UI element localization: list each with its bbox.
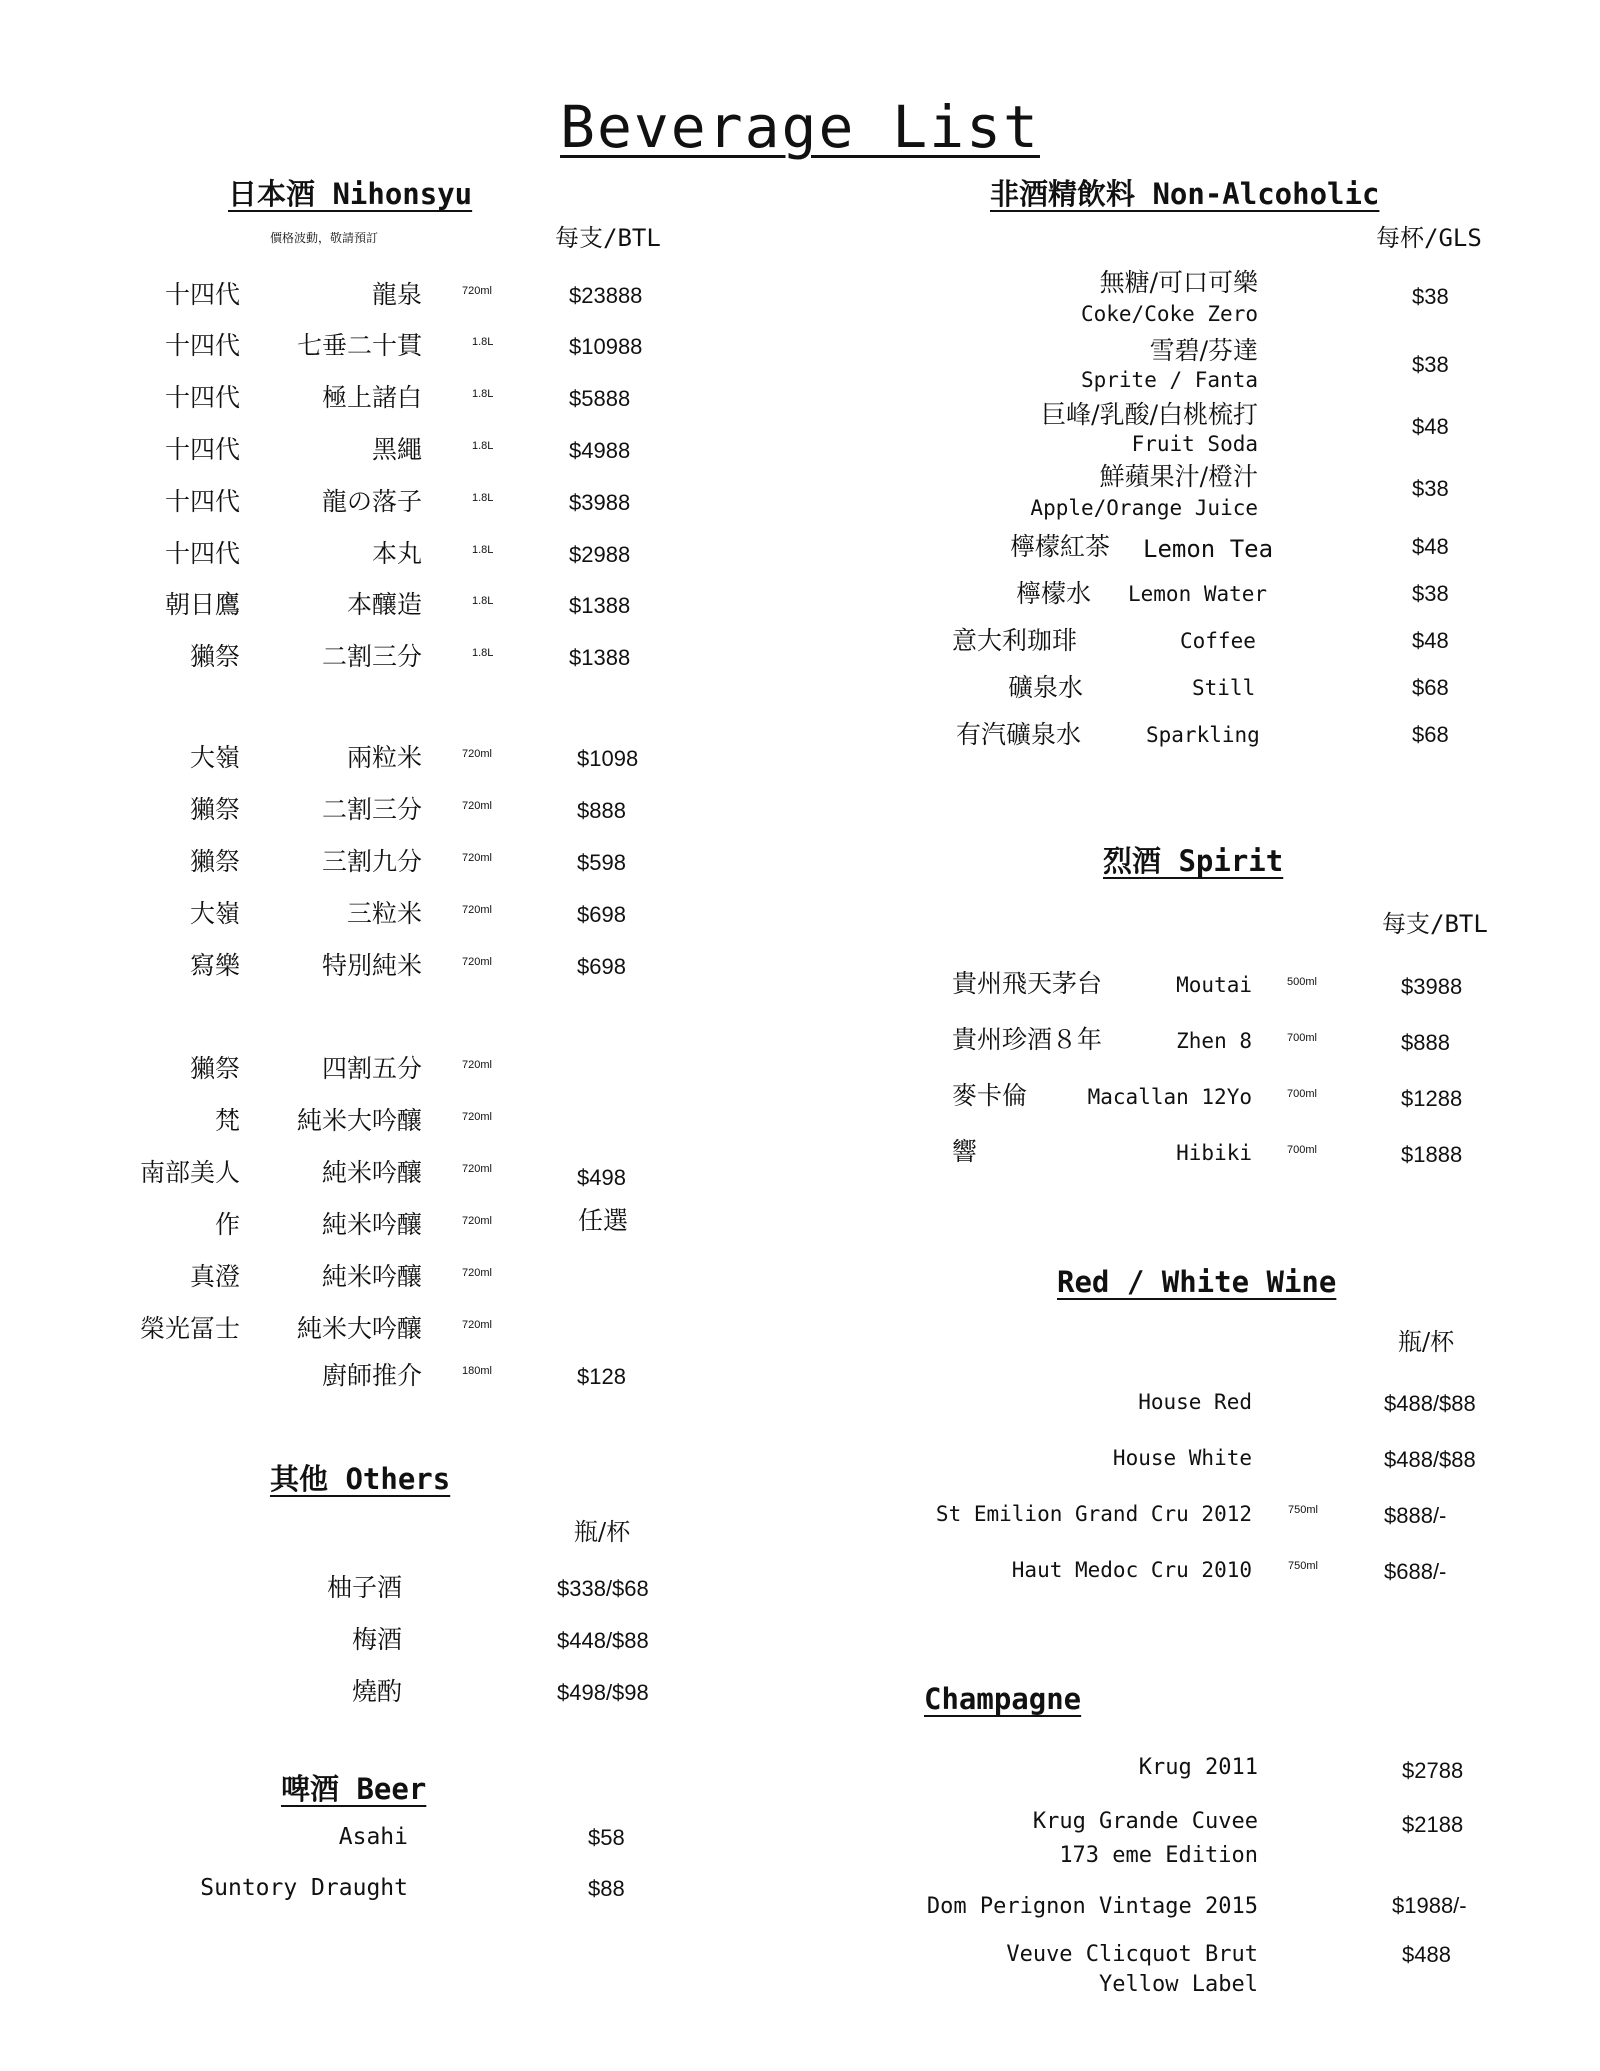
- champagne-name-line2: 173 eme Edition: [1059, 1843, 1258, 1868]
- wine-price: $688/-: [1384, 1559, 1447, 1584]
- sake-brewery: 南部美人: [139, 1158, 240, 1187]
- champagne-name: Veuve Clicquot Brut: [1006, 1942, 1258, 1967]
- drink-price: $48: [1412, 414, 1449, 439]
- drink-name-zh: 意大利珈琲: [952, 626, 1078, 655]
- sake-price: $5888: [569, 386, 631, 411]
- nihonsyu-column-header: 每支/BTL: [555, 224, 661, 252]
- sake-size: 720ml: [462, 1215, 492, 1227]
- sake-name: 本釀造: [346, 590, 422, 619]
- sake-brewery: 獺祭: [189, 847, 240, 876]
- sake-size: 1.8L: [472, 336, 494, 348]
- spirit-column-header: 每支/BTL: [1382, 910, 1488, 938]
- sake-brewery: 大嶺: [189, 743, 240, 772]
- sake-size: 720ml: [462, 1319, 492, 1331]
- spirit-price: $3988: [1401, 974, 1463, 999]
- others-column-header: 瓶/杯: [574, 1518, 631, 1546]
- wine-name: Haut Medoc Cru 2010: [1011, 1558, 1252, 1582]
- wine-name: House White: [1112, 1446, 1252, 1470]
- sake-price: $10988: [569, 334, 643, 359]
- sake-brewery: 獺祭: [189, 795, 240, 824]
- sake-size: 720ml: [462, 852, 492, 864]
- drink-price: $38: [1412, 476, 1449, 501]
- others-item-name: 梅酒: [351, 1625, 402, 1654]
- sake-size: 1.8L: [472, 492, 494, 504]
- drink-name-en: Apple/Orange Juice: [1030, 496, 1258, 520]
- drink-price: $38: [1412, 352, 1449, 377]
- sake-name: 純米吟釀: [321, 1158, 422, 1187]
- sake-price: $598: [577, 850, 626, 875]
- sake-brewery: 朝日鷹: [164, 590, 240, 619]
- drink-price: $48: [1412, 534, 1449, 559]
- drink-price: $68: [1412, 675, 1449, 700]
- sake-brewery: 大嶺: [189, 899, 240, 928]
- spirit-size: 700ml: [1287, 1088, 1317, 1100]
- chef-recommend-size: 180ml: [462, 1365, 492, 1377]
- sake-name: 兩粒米: [346, 743, 422, 772]
- champagne-name: Dom Perignon Vintage 2015: [926, 1894, 1258, 1919]
- champagne-price: $2188: [1402, 1812, 1464, 1837]
- sake-size: 720ml: [462, 748, 492, 760]
- chef-recommend-price: $128: [577, 1364, 626, 1389]
- drink-name-zh: 雪碧/芬達: [1149, 336, 1258, 365]
- spirit-size: 700ml: [1287, 1032, 1317, 1044]
- drink-name-zh: 有汽礦泉水: [956, 720, 1082, 749]
- spirit-name-zh: 響: [952, 1137, 978, 1166]
- drink-name-en: Lemon Tea: [1143, 535, 1274, 563]
- wine-size: 750ml: [1288, 1504, 1318, 1516]
- sake-brewery: 真澄: [189, 1262, 240, 1291]
- wine-column-header: 瓶/杯: [1398, 1328, 1455, 1356]
- sake-size: 720ml: [462, 1267, 492, 1279]
- beer-item-name: Suntory Draught: [200, 1875, 408, 1901]
- others-item-price: $338/$68: [557, 1576, 649, 1601]
- spirit-name-en: Zhen 8: [1176, 1029, 1252, 1053]
- sake-name: 三割九分: [321, 847, 422, 876]
- chef-recommend-name: 廚師推介: [321, 1361, 422, 1390]
- sake-brewery: 十四代: [164, 280, 240, 309]
- spirit-price: $1888: [1401, 1142, 1463, 1167]
- spirit-size: 700ml: [1287, 1144, 1317, 1156]
- sake-name: 特別純米: [321, 951, 422, 980]
- drink-name-zh: 無糖/可口可樂: [1099, 268, 1258, 297]
- spirit-name-en: Hibiki: [1176, 1141, 1252, 1165]
- section-heading-non-alcoholic: 非酒精飲料 Non-Alcoholic: [990, 177, 1380, 211]
- drink-name-en: Coke/Coke Zero: [1080, 302, 1258, 326]
- sake-name: 三粒米: [346, 899, 422, 928]
- sake-size: 1.8L: [472, 647, 494, 659]
- champagne-price: $2788: [1402, 1758, 1464, 1783]
- sake-size: 720ml: [462, 904, 492, 916]
- wine-name: St Emilion Grand Cru 2012: [935, 1502, 1252, 1526]
- section-heading-champagne: Champagne: [924, 1682, 1082, 1716]
- sake-name: 龍泉: [371, 280, 422, 309]
- sake-price: $2988: [569, 542, 631, 567]
- sake-price: $698: [577, 902, 626, 927]
- sake-brewery: 榮光冨士: [139, 1314, 240, 1343]
- beer-item-price: $88: [588, 1876, 625, 1901]
- section-heading-others: 其他 Others: [270, 1462, 451, 1496]
- sake-size: 720ml: [462, 800, 492, 812]
- sake-name: 極上諸白: [321, 383, 422, 412]
- champagne-name: Krug 2011: [1138, 1755, 1258, 1780]
- group-price: $498: [577, 1165, 626, 1190]
- spirit-name-zh: 貴州飛天茅台: [952, 969, 1103, 998]
- sake-brewery: 獺祭: [189, 1054, 240, 1083]
- sake-price: $1388: [569, 645, 631, 670]
- wine-price: $888/-: [1384, 1503, 1447, 1528]
- spirit-size: 500ml: [1287, 976, 1317, 988]
- others-item-price: $448/$88: [557, 1628, 649, 1653]
- drink-name-en: Sprite / Fanta: [1080, 368, 1258, 392]
- section-heading-nihonsyu: 日本酒 Nihonsyu: [228, 177, 473, 211]
- sake-size: 720ml: [462, 956, 492, 968]
- spirit-name-en: Macallan 12Yo: [1087, 1085, 1252, 1109]
- sake-price: $1388: [569, 593, 631, 618]
- others-item-price: $498/$98: [557, 1680, 649, 1705]
- beer-item-name: Asahi: [338, 1824, 408, 1850]
- drink-price: $48: [1412, 628, 1449, 653]
- price-fluctuation-note: 價格波動，敬請預訂: [270, 231, 379, 245]
- others-item-name: 燒酌: [351, 1677, 402, 1706]
- wine-name: House Red: [1138, 1390, 1252, 1414]
- drink-price: $68: [1412, 722, 1449, 747]
- spirit-name-en: Moutai: [1176, 973, 1252, 997]
- sake-name: 本丸: [371, 539, 422, 568]
- sake-name: 龍の落子: [321, 487, 422, 516]
- sake-brewery: 作: [214, 1210, 240, 1239]
- sake-size: 1.8L: [472, 440, 494, 452]
- sake-size: 1.8L: [472, 595, 494, 607]
- sake-brewery: 十四代: [164, 487, 240, 516]
- page-title: Beverage List: [560, 93, 1040, 161]
- wine-price: $488/$88: [1384, 1447, 1476, 1472]
- champagne-name-line2: Yellow Label: [1099, 1972, 1258, 1997]
- sake-name: 四割五分: [321, 1054, 422, 1083]
- sake-price: $1098: [577, 746, 639, 771]
- sake-name: 純米大吟釀: [296, 1106, 422, 1135]
- spirit-price: $1288: [1401, 1086, 1463, 1111]
- drink-name-en: Still: [1192, 676, 1256, 700]
- sake-brewery: 梵: [214, 1106, 240, 1135]
- drink-name-zh: 檸檬紅茶: [1010, 532, 1111, 561]
- sake-brewery: 十四代: [164, 383, 240, 412]
- non-alcoholic-column-header: 每杯/GLS: [1376, 224, 1482, 252]
- sake-size: 720ml: [462, 1111, 492, 1123]
- drink-name-zh: 礦泉水: [1008, 673, 1084, 702]
- sake-name: 黑繩: [371, 435, 422, 464]
- section-heading-spirit: 烈酒 Spirit: [1103, 844, 1284, 878]
- wine-size: 750ml: [1288, 1560, 1318, 1572]
- drink-name-zh: 鮮蘋果汁/橙汁: [1099, 462, 1258, 491]
- drink-name-en: Fruit Soda: [1131, 432, 1258, 456]
- sake-brewery: 寫樂: [189, 951, 240, 980]
- sake-size: 1.8L: [472, 388, 494, 400]
- champagne-price: $1988/-: [1392, 1893, 1467, 1918]
- drink-name-en: Lemon Water: [1128, 582, 1268, 606]
- drink-name-en: Coffee: [1180, 629, 1256, 653]
- sake-price: $698: [577, 954, 626, 979]
- sake-brewery: 十四代: [164, 331, 240, 360]
- sake-price: $4988: [569, 438, 631, 463]
- sake-name: 二割三分: [321, 795, 422, 824]
- section-heading-wine: Red / White Wine: [1057, 1265, 1337, 1299]
- section-heading-beer: 啤酒 Beer: [281, 1772, 427, 1806]
- sake-size: 1.8L: [472, 544, 494, 556]
- sake-price: $3988: [569, 490, 631, 515]
- drink-name-zh: 巨峰/乳酸/白桃梳打: [1041, 400, 1258, 429]
- drink-price: $38: [1412, 581, 1449, 606]
- sake-name: 純米吟釀: [321, 1210, 422, 1239]
- drink-name-en: Sparkling: [1146, 723, 1260, 747]
- group-price-note: 任選: [578, 1206, 629, 1235]
- champagne-name: Krug Grande Cuvee: [1032, 1809, 1258, 1834]
- sake-price: $23888: [569, 283, 643, 308]
- wine-price: $488/$88: [1384, 1391, 1476, 1416]
- sake-name: 七垂二十貫: [296, 331, 422, 360]
- sake-price: $888: [577, 798, 626, 823]
- beer-item-price: $58: [588, 1825, 625, 1850]
- others-item-name: 柚子酒: [326, 1573, 402, 1602]
- drink-name-zh: 檸檬水: [1016, 579, 1092, 608]
- spirit-name-zh: 麥卡倫: [952, 1081, 1028, 1110]
- sake-brewery: 十四代: [164, 539, 240, 568]
- sake-size: 720ml: [462, 1163, 492, 1175]
- sake-name: 純米大吟釀: [296, 1314, 422, 1343]
- sake-size: 720ml: [462, 1059, 492, 1071]
- sake-name: 二割三分: [321, 642, 422, 671]
- spirit-price: $888: [1401, 1030, 1450, 1055]
- sake-brewery: 十四代: [164, 435, 240, 464]
- drink-price: $38: [1412, 284, 1449, 309]
- sake-brewery: 獺祭: [189, 642, 240, 671]
- sake-name: 純米吟釀: [321, 1262, 422, 1291]
- sake-size: 720ml: [462, 285, 492, 297]
- spirit-name-zh: 貴州珍酒８年: [952, 1025, 1103, 1054]
- champagne-price: $488: [1402, 1942, 1451, 1967]
